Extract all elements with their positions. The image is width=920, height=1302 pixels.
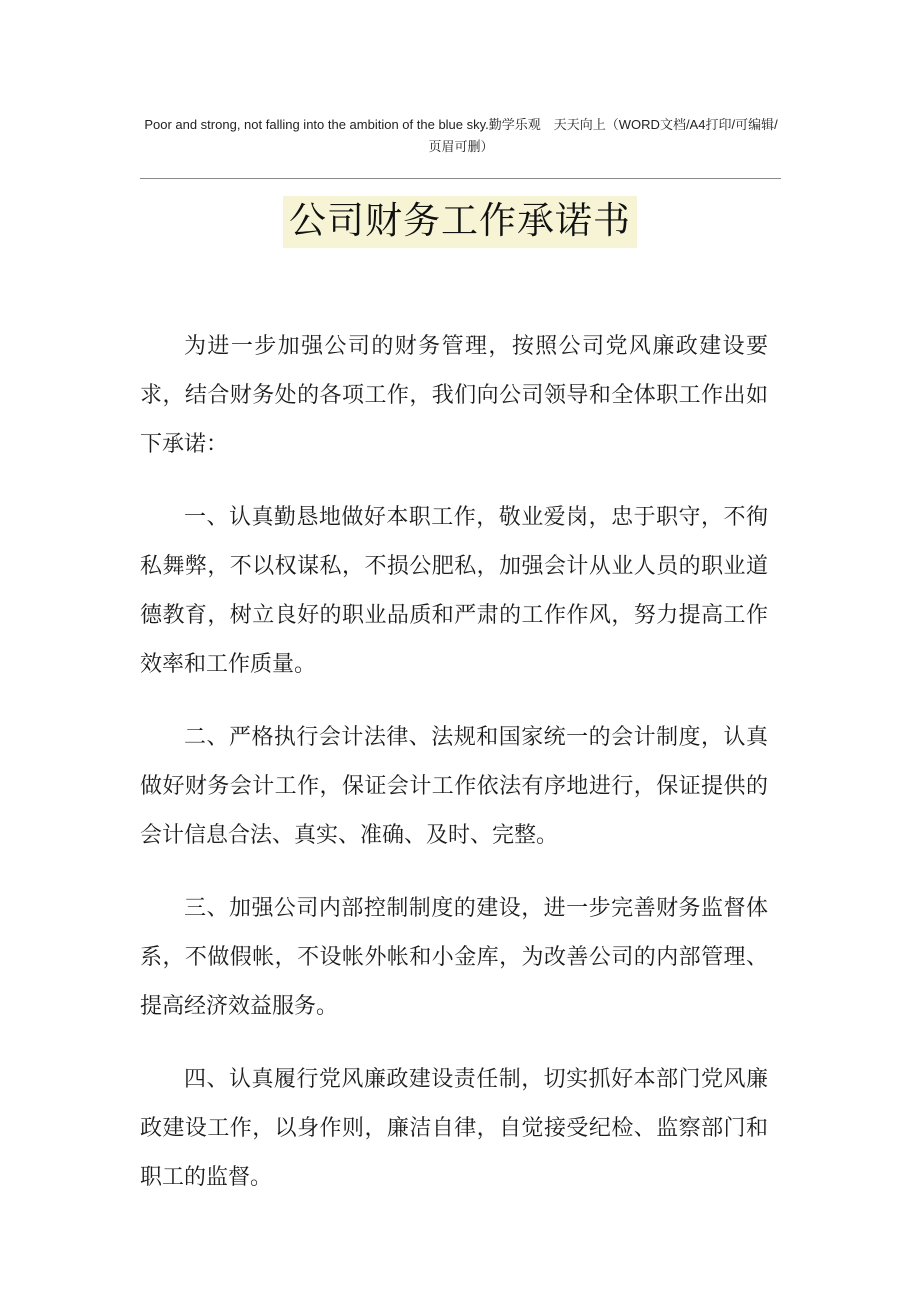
document-body [140, 322, 768, 1226]
commitment-paragraph-4: 四、认真履行党风廉政建设责任制，切实抓好本部门党风廉政建设工作，以身作则，廉洁自律，自觉接受纪检、监察部门和职工的监督。 [140, 1067, 768, 1190]
commitment-paragraph-1: 一、认真勤恳地做好本职工作，敬业爱岗，忠于职守，不徇私舞弊，不以权谋私，不损公肥私，加强会计从业人员的职业道德教育，树立良好的职业品质和严肃的工作作风，努力提高工作效率和工作质量。 [140, 505, 768, 677]
document-title: 公司财务工作承诺书 [283, 196, 637, 248]
commitment-paragraph-3: 三、加强公司内部控制制度的建设，进一步完善财务监督体系，不做假帐，不设帐外帐和小金库，为改善公司的内部管理、提高经济效益服务。 [140, 896, 768, 1019]
title-container [0, 196, 920, 248]
commitment-paragraph-2: 二、严格执行会计法律、法规和国家统一的会计制度，认真做好财务会计工作，保证会计工作依法有序地进行，保证提供的会计信息合法、真实、准确、及时、完整。 [140, 725, 768, 848]
header-divider [140, 178, 781, 179]
page-header-note: Poor and strong, not falling into the ambition of the blue sky.勤学乐观 天天向上（WORD文档/A4打印/可编辑/页眉可删） [144, 117, 778, 154]
intro-paragraph: 为进一步加强公司的财务管理，按照公司党风廉政建设要求，结合财务处的各项工作，我们向公司领导和全体职工作出如下承诺： [140, 334, 768, 457]
